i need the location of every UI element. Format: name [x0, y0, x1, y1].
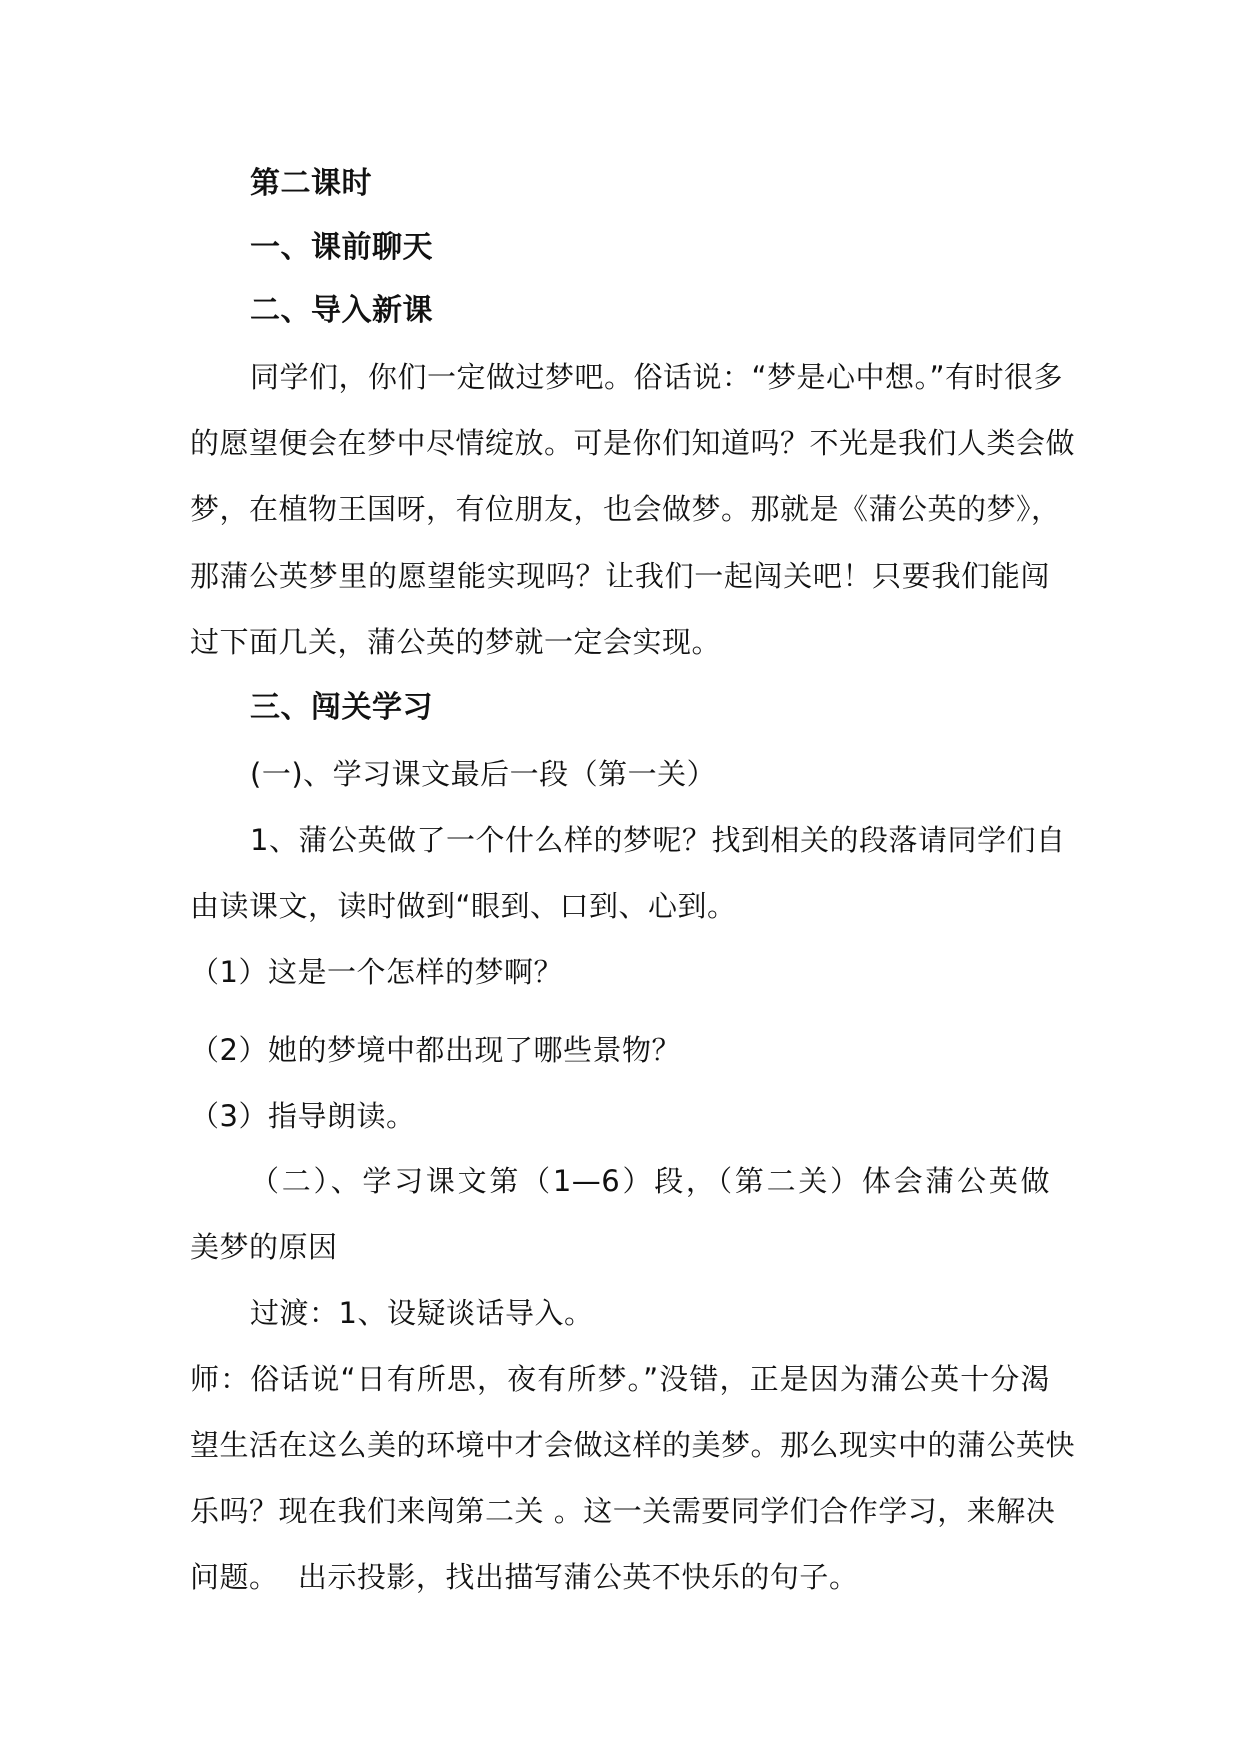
part-2-paragraph-line: 美梦的原因: [190, 1230, 338, 1264]
question-item: （3）指导朗读。: [190, 1099, 416, 1133]
question-item: （2）她的梦境中都出现了哪些景物？: [190, 1033, 681, 1067]
section-heading-chat: 一、课前聊天: [250, 230, 433, 265]
teacher-paragraph-line: 乐吗？现在我们来闯第二关 。这一关需要同学们合作学习，来解决: [190, 1494, 1056, 1528]
part-heading-first-level: (一)、学习课文最后一段（第一关）: [250, 757, 717, 791]
intro-paragraph-line: 过下面几关，蒲公英的梦就一定会实现。: [190, 625, 722, 659]
section-heading-levels: 三、闯关学习: [250, 690, 433, 725]
part-2-paragraph-line: （二）、学习课文第（1—6）段，（第二关）体会蒲公英做: [250, 1164, 1050, 1198]
lesson-title: 第二课时: [250, 166, 372, 201]
teacher-paragraph-line: 问题。 出示投影，找出描写蒲公英不快乐的句子。: [190, 1560, 859, 1594]
section-heading-intro: 二、导入新课: [250, 293, 433, 328]
question-item: （1）这是一个怎样的梦啊？: [190, 955, 563, 989]
teacher-paragraph-line: 师：俗话说“日有所思，夜有所梦。”没错，正是因为蒲公英十分渴: [190, 1362, 1050, 1396]
intro-paragraph-line: 的愿望便会在梦中尽情绽放。可是你们知道吗？不光是我们人类会做: [190, 426, 1076, 460]
intro-paragraph-line: 那蒲公英梦里的愿望能实现吗？让我们一起闯关吧！只要我们能闯: [190, 559, 1050, 593]
intro-paragraph-line: 梦，在植物王国呀，有位朋友，也会做梦。那就是《蒲公英的梦》，: [190, 492, 1061, 526]
transition-line: 过渡：1、设疑谈话导入。: [250, 1296, 594, 1330]
intro-paragraph-line: 同学们，你们一定做过梦吧。俗话说：“梦是心中想。”有时很多: [250, 360, 1064, 394]
teacher-paragraph-line: 望生活在这么美的环境中才会做这样的美梦。那么现实中的蒲公英快: [190, 1428, 1076, 1462]
part-1-paragraph-line: 由读课文，读时做到“眼到、口到、心到。: [190, 889, 737, 923]
part-1-paragraph-line: 1、蒲公英做了一个什么样的梦呢？找到相关的段落请同学们自: [250, 823, 1066, 857]
